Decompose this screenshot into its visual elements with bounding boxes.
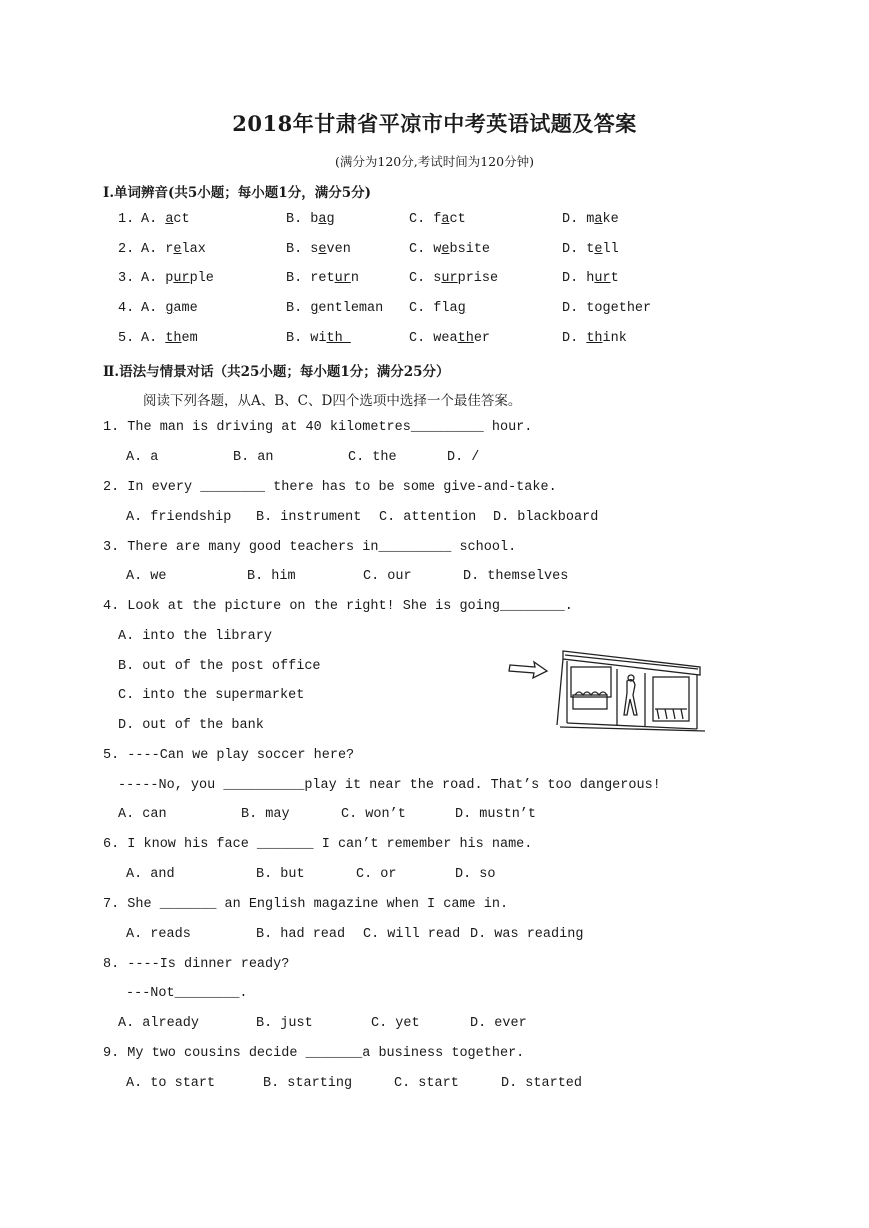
section2-heading: Ⅱ.语法与情景对话（共25小题；每小题1分；满分25分） [103,364,450,380]
phonetic-row [0,241,700,259]
question-stem-continued: -----No, you __________play it near the road. That’s too dangerous! [118,778,661,793]
supermarket-picture [505,645,705,733]
phonetic-option[interactable]: D. make [562,212,619,227]
answer-option[interactable]: B. starting [263,1076,353,1091]
phonetic-row [0,270,700,288]
question-stem: 7. She _______ an English magazine when I came in. [103,897,509,912]
answer-option[interactable]: A. into the library [118,629,272,644]
answer-option[interactable]: C. our [363,569,412,584]
phonetic-option[interactable]: A. them [141,331,198,346]
question-stem: 2. In every ________ there has to be some give-and-take. [103,480,557,495]
question-stem: 1. The man is driving at 40 kilometres_________ hour. [103,420,533,435]
answer-option[interactable]: C. won’t [341,807,406,822]
phonetic-option[interactable]: A. purple [141,271,214,286]
phonetic-option[interactable]: A. relax [141,242,206,257]
answer-option[interactable]: C. attention [379,510,477,525]
answer-option[interactable]: C. the [348,450,397,465]
answer-option[interactable]: A. we [126,569,167,584]
phonetic-option[interactable]: B. return [286,271,359,286]
answer-option[interactable]: D. mustn’t [455,807,537,822]
answer-option[interactable]: D. started [501,1076,583,1091]
question-stem: 4. Look at the picture on the right! She is going________. [103,599,573,614]
answer-option[interactable]: A. a [126,450,159,465]
answer-option[interactable]: D. themselves [463,569,569,584]
page-title: 2018年甘肃省平凉市中考英语试题及答案 [232,111,637,136]
phonetic-option[interactable]: A. act [141,212,190,227]
answer-option[interactable]: C. into the supermarket [118,688,305,703]
question-stem: 8. ----Is dinner ready? [103,957,290,972]
answer-option[interactable]: C. start [394,1076,459,1091]
phonetic-option[interactable]: C. website [409,242,491,257]
phonetic-option[interactable]: B. gentleman [286,301,384,316]
answer-option[interactable]: B. but [256,867,305,882]
section1-heading: I.单词辨音(共5小题；每小题1分，满分5分) [103,185,371,201]
question-stem: 9. My two cousins decide _______a business together. [103,1046,525,1061]
phonetic-row [0,211,700,229]
answer-option[interactable]: D. / [447,450,480,465]
answer-option[interactable]: B. out of the post office [118,659,321,674]
question-stem-continued: ---Not________. [126,986,248,1001]
answer-option[interactable]: A. to start [126,1076,216,1091]
phonetic-option[interactable]: C. surprise [409,271,499,286]
page-subtitle: (满分为120分,考试时间为120分钟) [335,154,534,169]
answer-option[interactable]: B. him [247,569,296,584]
phonetic-option[interactable]: B. seven [286,242,351,257]
phonetic-option[interactable]: B. with [286,331,351,346]
phonetic-row [0,330,700,348]
answer-option[interactable]: A. and [126,867,175,882]
answer-option[interactable]: A. friendship [126,510,232,525]
phonetic-option[interactable]: C. fact [409,212,466,227]
answer-option[interactable]: D. ever [470,1016,527,1031]
question-number: 4. [118,301,135,316]
answer-option[interactable]: B. had read [256,927,346,942]
answer-option[interactable]: A. can [118,807,167,822]
question-stem: 5. ----Can we play soccer here? [103,748,355,763]
phonetic-option[interactable]: C. weather [409,331,491,346]
phonetic-option[interactable]: D. hurt [562,271,619,286]
question-number: 3. [118,271,135,286]
question-stem: 3. There are many good teachers in_________ school. [103,540,517,555]
answer-option[interactable]: D. blackboard [493,510,599,525]
answer-option[interactable]: C. will read [363,927,461,942]
answer-option[interactable]: D. out of the bank [118,718,264,733]
answer-option[interactable]: B. may [241,807,290,822]
question-number: 2. [118,242,135,257]
question-number: 1. [118,212,135,227]
section2-intro: 阅读下列各题，从A、B、C、D四个选项中选择一个最佳答案。 [143,393,522,409]
answer-option[interactable]: D. was reading [470,927,584,942]
answer-option[interactable]: D. so [455,867,496,882]
arrow-icon [509,662,547,678]
answer-option[interactable]: B. an [233,450,274,465]
answer-option[interactable]: C. or [356,867,397,882]
answer-option[interactable]: A. already [118,1016,200,1031]
phonetic-option[interactable]: C. flag [409,301,466,316]
phonetic-option[interactable]: D. think [562,331,627,346]
phonetic-option[interactable]: A. game [141,301,198,316]
phonetic-option[interactable]: D. tell [562,242,619,257]
phonetic-row [0,300,700,318]
phonetic-option[interactable]: B. bag [286,212,335,227]
question-number: 5. [118,331,135,346]
phonetic-option[interactable]: D. together [562,301,652,316]
answer-option[interactable]: C. yet [371,1016,420,1031]
answer-option[interactable]: B. just [256,1016,313,1031]
answer-option[interactable]: A. reads [126,927,191,942]
question-stem: 6. I know his face _______ I can’t remember his name. [103,837,533,852]
answer-option[interactable]: B. instrument [256,510,362,525]
